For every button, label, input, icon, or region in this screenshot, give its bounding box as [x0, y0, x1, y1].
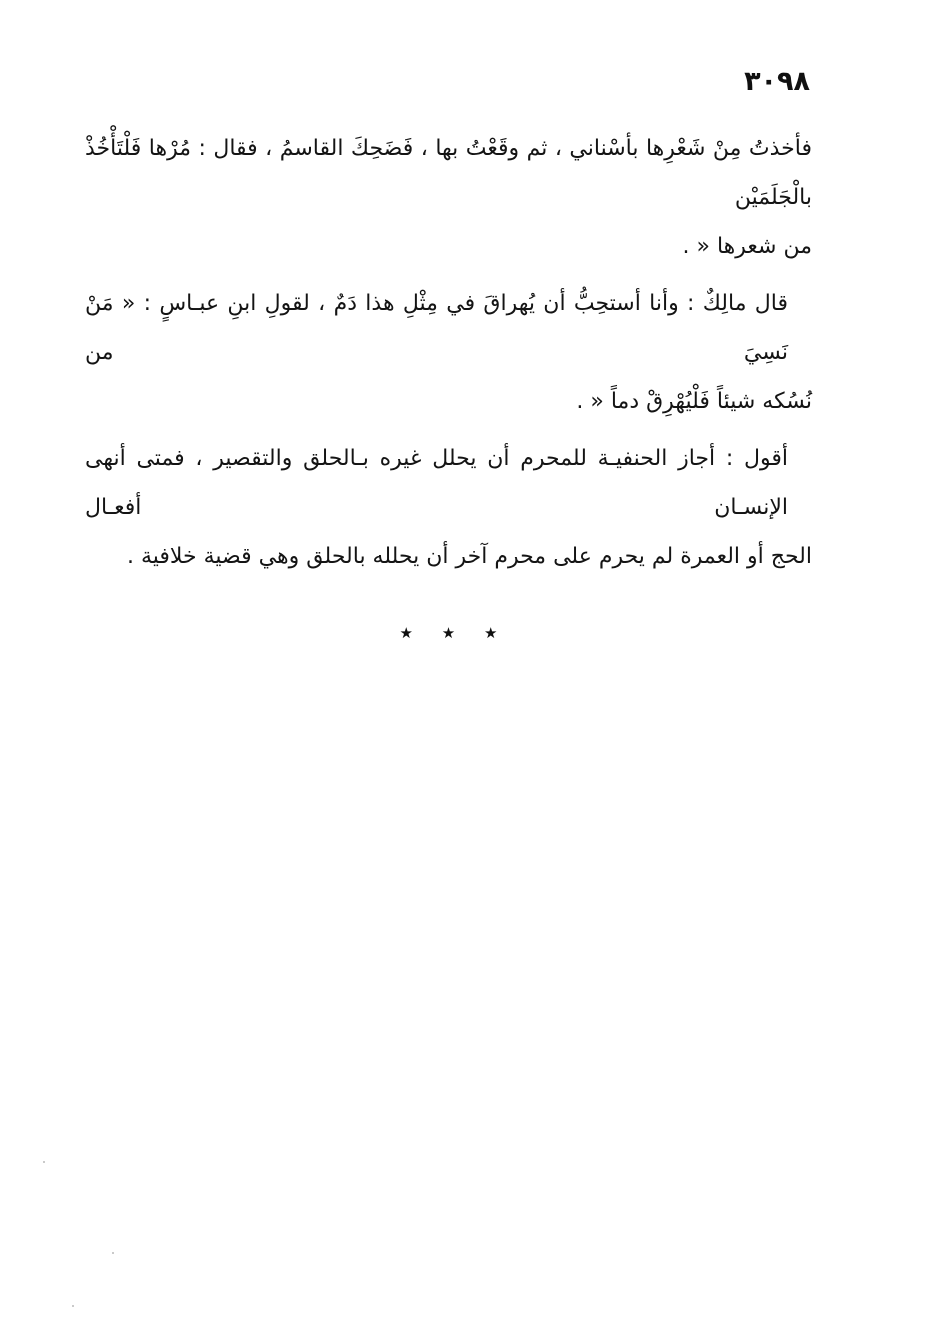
text-line: من شعرها « . — [682, 234, 812, 259]
scan-speck — [43, 1161, 45, 1163]
text-line: نُسُكه شيئاً فَلْيُهْرِقْ دماً « . — [576, 389, 812, 414]
page-number: ٣٠٩٨ — [744, 66, 810, 97]
text-line: قال مالِكٌ : وأنا أستحِبُّ أن يُهراقَ في مِثْلِ هذا دَمٌ ، لقولِ ابنِ عبـاسٍ : « مَنْ نَسِيَ من — [85, 291, 788, 365]
paragraph-hadith-continuation — [85, 124, 812, 271]
paragraph-malik-statement — [85, 279, 812, 426]
text-line: أقول : أجاز الحنفيـة للمحرم أن يحلل غيره بـالحلق والتقصير ، فمتى أنهى الإنسـان أفعـال — [85, 446, 788, 520]
text-block — [85, 124, 812, 658]
text-line: الحج أو العمرة لم يحرم على محرم آخر أن يحلله بالحلق وهي قضية خلافية . — [126, 544, 812, 569]
asterisk-separator: ★ ★ ★ — [399, 624, 498, 642]
text-line: فأخذتُ مِنْ شَعْرِها بأسْناني ، ثم وقَعْتُ بها ، فَضَحِكَ القاسمُ ، فقال : مُرْها فَلْتَأْخُذْ بالْجَلَمَيْن — [85, 136, 812, 210]
paragraph-author-commentary — [85, 434, 812, 581]
scan-speck — [112, 1252, 114, 1254]
scan-speck — [72, 1305, 74, 1307]
